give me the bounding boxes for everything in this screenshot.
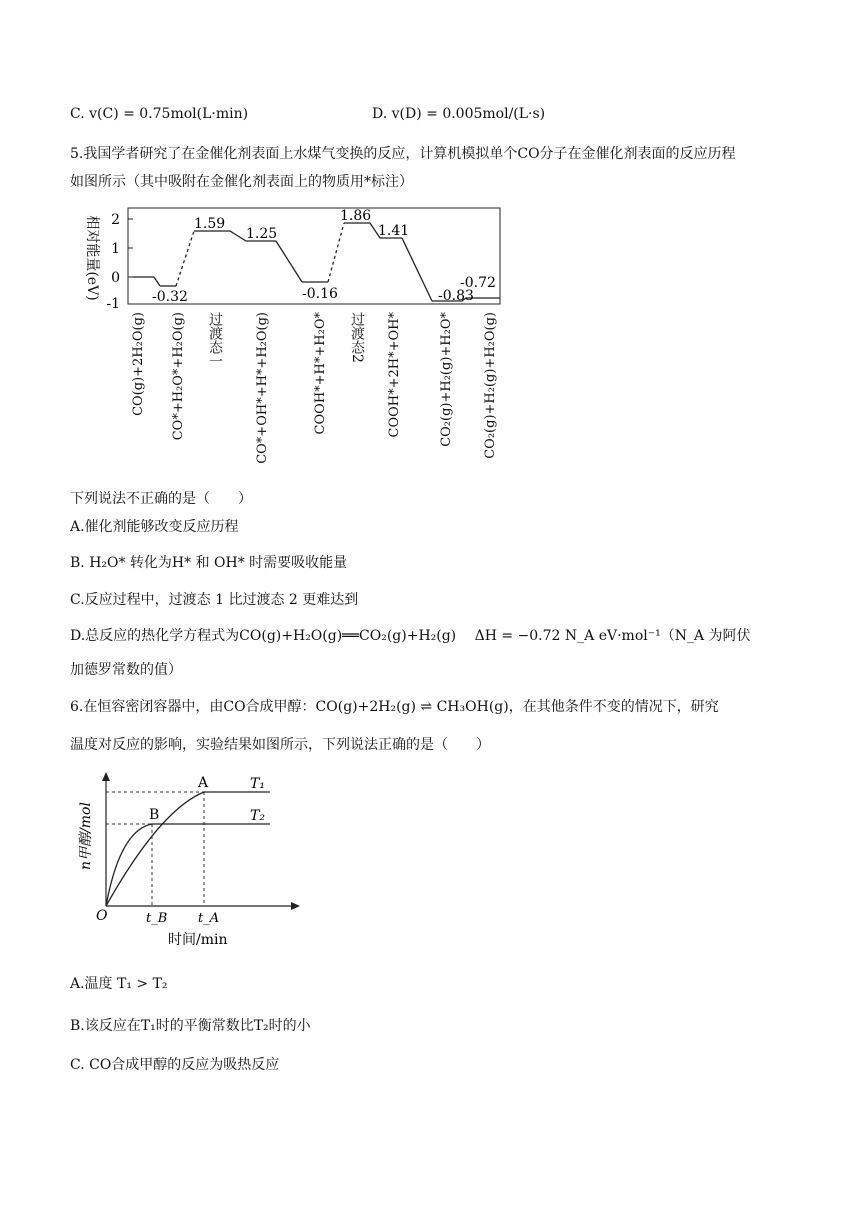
x-label-8: CO₂(g)+H₂(g)+H₂O* <box>439 312 454 447</box>
origin-label: O <box>96 908 108 924</box>
label-m072: -0.72 <box>460 275 496 291</box>
curve-t1 <box>106 792 270 906</box>
q5-stem-line1: 5.我国学者研究了在金催化剂表面上水煤气变换的反应，计算机模拟单个CO分子在金催化剂表面的反应历程 <box>70 146 736 162</box>
x-label-4: CO*+OH*+H*+H₂O(g) <box>255 312 270 464</box>
q6-option-b: B.该反应在T₁时的平衡常数比T₂时的小 <box>70 1018 311 1034</box>
methanol-time-chart <box>70 770 310 950</box>
seg-2-dashed <box>176 231 194 286</box>
x-label-2: CO*+H₂O*+H₂O(g) <box>171 312 186 441</box>
curve-t1-label: T₁ <box>250 776 265 792</box>
energy-profile-chart <box>70 200 520 475</box>
y-axis-arrow <box>102 772 110 781</box>
q5-question: 下列说法不正确的是（ ） <box>70 491 252 507</box>
y-tick-1: 1 <box>111 241 120 257</box>
y-tick-neg1: -1 <box>106 296 120 312</box>
y-axis-label: n甲醇/mol <box>78 802 94 870</box>
q6-option-c: C. CO合成甲醇的反应为吸热反应 <box>70 1057 280 1073</box>
q5-option-d-cont: 加德罗常数的值） <box>70 662 182 678</box>
x-label-7: COOH*+2H*+OH* <box>387 312 402 438</box>
tick-ta: t_A <box>198 911 220 926</box>
energy-ylabel: 相对能量(eV) <box>84 215 100 301</box>
q6-option-a: A.温度 T₁ > T₂ <box>70 976 168 992</box>
label-159: 1.59 <box>194 216 226 232</box>
x-label-5: COOH*+H*+H₂O* <box>313 312 328 435</box>
label-125: 1.25 <box>246 226 278 242</box>
label-m032: -0.32 <box>152 289 188 305</box>
curve-t2-label: T₂ <box>250 808 265 824</box>
point-b-label: B <box>149 807 160 823</box>
tick-tb: t_B <box>146 911 168 926</box>
q6-stem-line1: 6.在恒容密闭容器中，由CO合成甲醇：CO(g)+2H₂(g) ⇌ CH₃OH(g)，在其他条件不变的情况下，研究 <box>70 699 719 715</box>
x-label-9: CO₂(g)+H₂(g)+H₂O(g) <box>483 312 498 459</box>
label-141: 1.41 <box>378 223 410 239</box>
seg-3 <box>276 241 302 282</box>
seg-1 <box>154 277 160 286</box>
label-186: 1.86 <box>340 208 372 224</box>
y-tick-0: 0 <box>111 270 120 286</box>
x-axis-label: 时间/min <box>168 932 228 948</box>
label-m083: -0.83 <box>438 288 474 304</box>
q5-option-c: C.反应过程中，过渡态 1 比过渡态 2 更难达到 <box>70 592 359 608</box>
q5-option-a: A.催化剂能够改变反应历程 <box>70 519 239 535</box>
q5-stem-line2: 如图所示（其中吸附在金催化剂表面上的物质用*标注） <box>70 174 413 190</box>
y-tick-2: 2 <box>111 212 120 228</box>
x-label-3: 过渡态一 <box>207 312 223 368</box>
x-label-6: 过渡态2 <box>349 312 365 363</box>
q5-option-b: B. H₂O* 转化为H* 和 OH* 时需要吸收能量 <box>70 555 348 571</box>
q5-option-d: D.总反应的热化学方程式为CO(g)+H₂O(g)══CO₂(g)+H₂(g) ΔH = −0.72 N_A eV·mol⁻¹（N_A 为阿伏 <box>70 628 751 644</box>
seg-5 <box>402 238 432 301</box>
point-a-label: A <box>198 775 209 791</box>
x-label-1: CO(g)+2H₂O(g) <box>131 312 146 416</box>
seg-4-dashed <box>328 223 344 282</box>
x-axis-arrow <box>291 902 300 910</box>
q4-option-d: D. v(D) = 0.005mol/(L·s) <box>372 106 546 122</box>
q6-stem-line2: 温度对反应的影响，实验结果如图所示，下列说法正确的是（ ） <box>70 737 490 753</box>
label-m016: -0.16 <box>302 286 338 302</box>
q4-option-c: C. v(C) = 0.75mol(L·min) <box>70 106 249 122</box>
